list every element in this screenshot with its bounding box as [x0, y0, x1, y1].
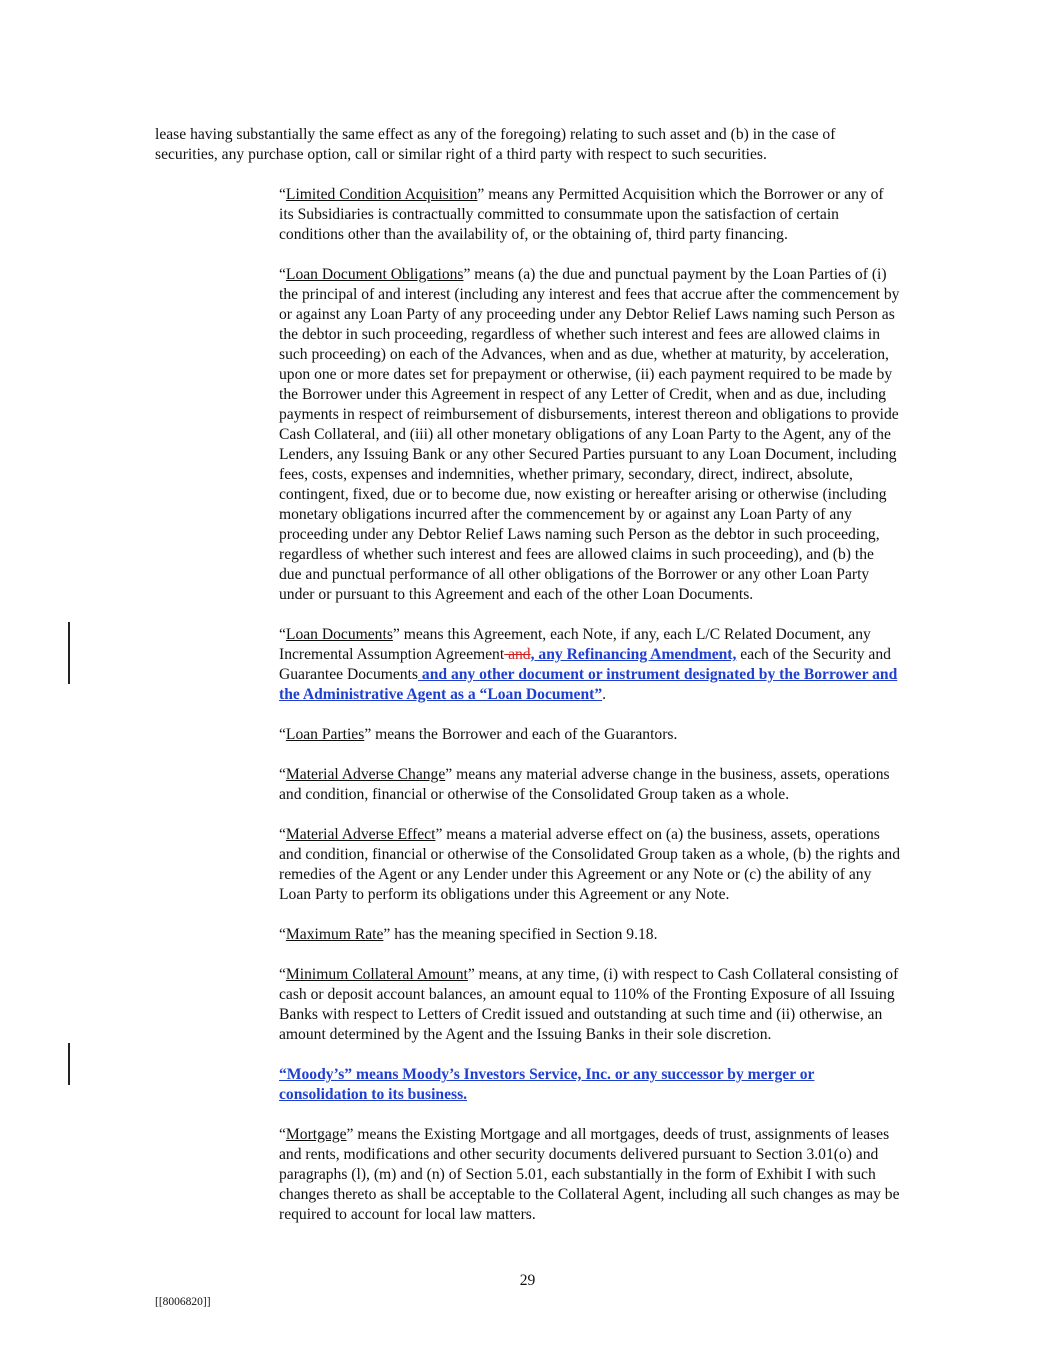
- defined-term: Mortgage: [285, 1126, 347, 1143]
- defined-term: Maximum Rate: [285, 926, 384, 943]
- inserted-text: “Moody’s” means Moody’s Investors Service, Inc. or any successor by merger or consolidation to its business.: [279, 1066, 815, 1103]
- change-bar: [68, 622, 70, 684]
- defined-term: Loan Parties: [285, 726, 365, 743]
- paragraph-intro: lease having substantially the same effect as any of the foregoing) relating to such asset and (b) in the case of securities, any purchase option, call or similar right of a third party with respect to such securities.: [155, 126, 836, 163]
- definition-loan-documents: “Loan Documents” means this Agreement, each Note, if any, each L/C Related Document, any Incremental Assumption Agreement and, any Refinancing Amendment, each of the Security and Guarantee Documents and any other document or instrument designated by the Borrower and the Administrative Agent as a “Loan Document”.: [279, 626, 898, 703]
- definition-loan-parties: “Loan Parties” means the Borrower and each of the Guarantors.: [279, 726, 678, 743]
- defined-term: Material Adverse Effect: [285, 826, 436, 843]
- change-bar: [68, 1043, 70, 1085]
- definition-maximum-rate: “Maximum Rate” has the meaning specified in Section 9.18.: [279, 926, 658, 943]
- defined-term: Loan Document Obligations: [285, 266, 464, 283]
- deleted-text: and: [504, 646, 531, 663]
- inserted-text: , any Refinancing Amendment,: [530, 646, 737, 663]
- definition-minimum-collateral-amount: “Minimum Collateral Amount” means, at any time, (i) with respect to Cash Collateral consisting of cash or deposit account balances, an amount equal to 110% of the Fronting Exposure of all Issuing Banks with respect to Letters of Credit issued and outstanding at such time and (ii) otherwise, an amount determined by the Agent and the Issuing Banks in their sole discretion.: [279, 966, 899, 1043]
- definition-mortgage: “Mortgage” means the Existing Mortgage and all mortgages, deeds of trust, assignments of leases and rents, modifications and other security documents delivered pursuant to Section 3.01(o) and paragraphs (l), (m) and (n) of Section 5.01, each substantially in the form of Exhibit I with such changes thereto as shall be acceptable to the Collateral Agent, including all such changes as may be required to account for local law matters.: [279, 1126, 900, 1223]
- definition-limited-condition-acquisition: “Limited Condition Acquisition” means any Permitted Acquisition which the Borrower or any of its Subsidiaries is contractually committed to consummate upon the satisfaction of certain conditions other than the availability of, or the obtaining of, third party financing.: [279, 186, 884, 243]
- definition-loan-document-obligations: “Loan Document Obligations” means (a) the due and punctual payment by the Loan Parties of (i) the principal of and interest (including any interest and fees that accrue after the commencement by or against any Loan Party of any proceeding under any Debtor Relief Laws naming such Person as the debtor in such proceeding, regardless of whether such interest and fees are allowed claims in such proceeding) on each of the Advances, when and as due, whether at maturity, by acceleration, upon one or more dates set for prepayment or otherwise, (ii) each payment required to be made by the Borrower under this Agreement in respect of any Letter of Credit, when and as due, including payments in respect of reimbursement of disbursements, interest thereon and obligations to provide Cash Collateral, and (iii) all other monetary obligations of any Loan Party to the Agent, any of the Lenders, any Issuing Bank or any other Secured Parties pursuant to any Loan Document, including fees, costs, expenses and indemnities, whether primary, secondary, direct, indirect, absolute, contingent, fixed, due or to become due, now existing or hereafter arising or otherwise (including monetary obligations incurred after the commencement by or against any Loan Party of any proceeding under any Debtor Relief Laws naming such Person as the debtor in such proceeding, regardless of whether such interest and fees are allowed claims in such proceeding), and (b) the due and punctual performance of all other obligations of the Borrower or any other Loan Party under or pursuant to this Agreement and each of the other Loan Documents.: [279, 266, 900, 603]
- defined-term: Limited Condition Acquisition: [285, 186, 478, 203]
- page-number: 29: [519, 1272, 536, 1289]
- defined-term: Loan Documents: [285, 626, 393, 643]
- document-id: [[8006820]]: [155, 1296, 211, 1308]
- definition-material-adverse-change: “Material Adverse Change” means any material adverse change in the business, assets, operations and condition, financial or otherwise of the Consolidated Group taken as a whole.: [279, 766, 890, 803]
- definition-moodys: [155, 1065, 900, 1105]
- inserted-text: and any other document or instrument designated by the Borrower and the Administrative Agent as a “Loan Document”: [279, 666, 898, 703]
- defined-term: Material Adverse Change: [285, 766, 446, 783]
- definition-material-adverse-effect: “Material Adverse Effect” means a material adverse effect on (a) the business, assets, operations and condition, financial or otherwise of the Consolidated Group taken as a whole, (b) the rights and remedies of the Agent or any Lender under this Agreement or any Note or (c) the ability of any Loan Party to perform its obligations under this Agreement or any Note.: [279, 826, 900, 903]
- document-body: [155, 125, 900, 1245]
- defined-term: Minimum Collateral Amount: [285, 966, 468, 983]
